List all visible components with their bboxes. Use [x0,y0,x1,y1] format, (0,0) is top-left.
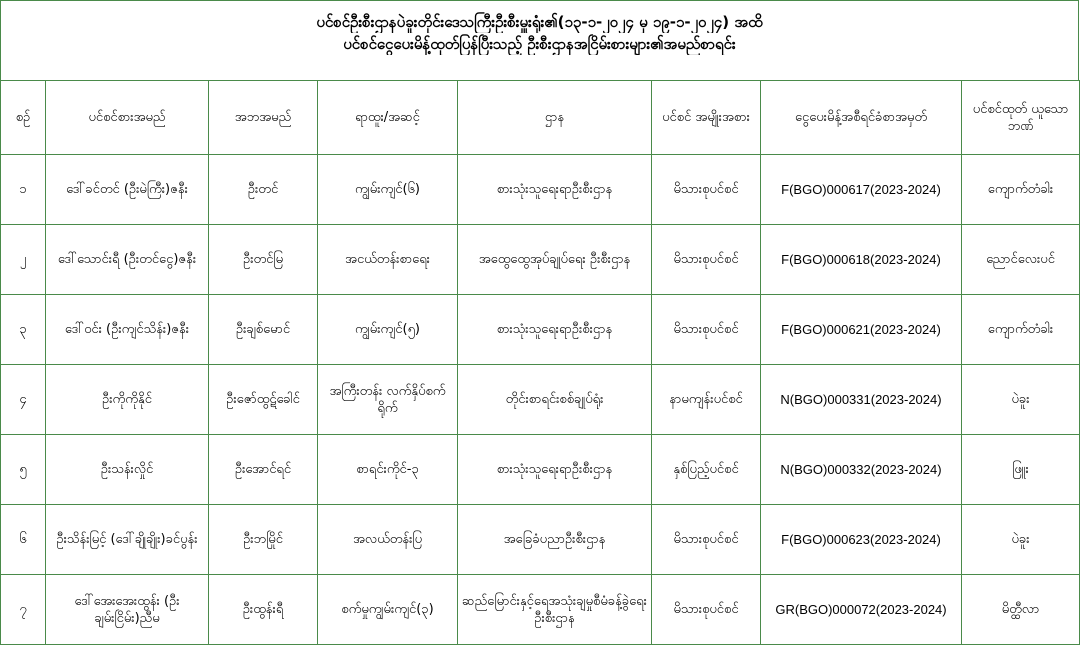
header-rank[interactable]: ရာထူး/အဆင့် [318,81,458,155]
cell-rank[interactable]: ကျွမ်းကျင်(၅) [318,295,458,365]
header-dept[interactable]: ဌာန [458,81,652,155]
cell-dept[interactable]: အခြေခံပညာဦးစီးဌာန [458,505,652,575]
cell-bank[interactable]: ဖြူး [962,435,1080,505]
cell-name[interactable]: ဒေါ်အေးအေးထွန်း (ဦးချမ်းငြိမ်း)ညီမ [46,575,209,645]
cell-name[interactable]: ဒေါ်ဝင်း (ဦးကျင်သိန်း)ဇနီး [46,295,209,365]
cell-name[interactable]: ဦးသိန်းမြင့် (ဒေါ်ချိုချိုး)ခင်ပွန်း [46,505,209,575]
cell-rank[interactable]: အလယ်တန်းပြ [318,505,458,575]
cell-dept[interactable]: ဆည်မြောင်းနှင့်ရေအသုံးချမှုစီမံခန့်ခွဲရေးဦးစီးဌာန [458,575,652,645]
pension-table [0,80,1080,645]
cell-bank[interactable]: ညောင်လေးပင် [962,225,1080,295]
header-father[interactable]: အဘအမည် [209,81,318,155]
cell-rank[interactable]: အငယ်တန်းစာရေး [318,225,458,295]
cell-bank[interactable]: ပဲခူး [962,365,1080,435]
document-title [0,0,1079,80]
cell-no[interactable]: ၇ [1,575,46,645]
cell-code[interactable]: F(BGO)000623(2023-2024) [761,505,962,575]
cell-father[interactable]: ဦးတင် [209,155,318,225]
cell-type[interactable]: မိသားစုပင်စင် [652,505,761,575]
cell-father[interactable]: ဦးဇော်ထွဋ်ခေါင် [209,365,318,435]
table-row [1,365,1080,435]
cell-dept[interactable]: စားသုံးသူရေးရာဦးစီးဌာန [458,295,652,365]
cell-no[interactable]: ၃ [1,295,46,365]
cell-type[interactable]: နာမကျန်းပင်စင် [652,365,761,435]
title-line-1: ပင်စင်ဦးစီးဌာနပဲခူးတိုင်းဒေသကြီးဦးစီးမှူးရုံး၏(၁၃-၁-၂၀၂၄ မှ ၁၉-၁-၂၀၂၄) အထိ [316,13,763,31]
cell-type[interactable]: မိသားစုပင်စင် [652,575,761,645]
header-code[interactable]: ငွေပေးမိန့်အစီရင်ခံစာအမှတ် [761,81,962,155]
cell-father[interactable]: ဦးအောင်ရင် [209,435,318,505]
title-line-2: ပင်စင်ငွေပေးမိန့်ထုတ်ပြန်ပြီးသည့် ဦးစီးဌာနအငြိမ်းစားများ၏အမည်စာရင်း [343,35,736,53]
table-row [1,155,1080,225]
table-row [1,225,1080,295]
header-name[interactable]: ပင်စင်စားအမည် [46,81,209,155]
cell-code[interactable]: F(BGO)000621(2023-2024) [761,295,962,365]
cell-code[interactable]: F(BGO)000618(2023-2024) [761,225,962,295]
table-row [1,295,1080,365]
cell-bank[interactable]: ကျောက်တံခါး [962,295,1080,365]
cell-name[interactable]: ဒေါ်သောင်းရီ (ဦးတင်ငွေ)ဇနီး [46,225,209,295]
table-row [1,575,1080,645]
cell-no[interactable]: ၄ [1,365,46,435]
cell-bank[interactable]: မိတ္ထီလာ [962,575,1080,645]
cell-no[interactable]: ၂ [1,225,46,295]
cell-father[interactable]: ဦးထွန်းရီ [209,575,318,645]
header-bank[interactable]: ပင်စင်ထုတ် ယူသောဘဏ် [962,81,1080,155]
cell-dept[interactable]: တိုင်းစာရင်းစစ်ချုပ်ရုံး [458,365,652,435]
cell-dept[interactable]: စားသုံးသူရေးရာဦးစီးဌာန [458,435,652,505]
cell-no[interactable]: ၁ [1,155,46,225]
cell-rank[interactable]: စက်မှုကျွမ်းကျင်(၃) [318,575,458,645]
cell-code[interactable]: GR(BGO)000072(2023-2024) [761,575,962,645]
cell-type[interactable]: မိသားစုပင်စင် [652,225,761,295]
cell-name[interactable]: ဒေါ်ခင်တင် (ဦးမဲကြီး)ဇနီး [46,155,209,225]
cell-code[interactable]: F(BGO)000617(2023-2024) [761,155,962,225]
cell-father[interactable]: ဦးဘမြိုင် [209,505,318,575]
header-no[interactable]: စဉ် [1,81,46,155]
cell-type[interactable]: မိသားစုပင်စင် [652,155,761,225]
cell-type[interactable]: နှစ်ပြည့်ပင်စင် [652,435,761,505]
cell-rank[interactable]: စာရင်းကိုင်-၃ [318,435,458,505]
cell-code[interactable]: N(BGO)000332(2023-2024) [761,435,962,505]
header-type[interactable]: ပင်စင် အမျိုးအစား [652,81,761,155]
cell-type[interactable]: မိသားစုပင်စင် [652,295,761,365]
header-row [1,81,1080,155]
cell-bank[interactable]: ပဲခူး [962,505,1080,575]
table-row [1,435,1080,505]
cell-name[interactable]: ဦးကိုကိုနိုင် [46,365,209,435]
cell-rank[interactable]: အကြီးတန်း လက်နှိပ်စက်ရိုက် [318,365,458,435]
cell-dept[interactable]: စားသုံးသူရေးရာဦးစီးဌာန [458,155,652,225]
cell-code[interactable]: N(BGO)000331(2023-2024) [761,365,962,435]
cell-name[interactable]: ဦးသန်းလှိုင် [46,435,209,505]
cell-rank[interactable]: ကျွမ်းကျင်(၆) [318,155,458,225]
cell-no[interactable]: ၅ [1,435,46,505]
cell-father[interactable]: ဦးချစ်မောင် [209,295,318,365]
table-row [1,505,1080,575]
cell-father[interactable]: ဦးတင်မြ [209,225,318,295]
cell-dept[interactable]: အထွေထွေအုပ်ချုပ်ရေး ဦးစီးဌာန [458,225,652,295]
cell-no[interactable]: ၆ [1,505,46,575]
cell-bank[interactable]: ကျောက်တံခါး [962,155,1080,225]
